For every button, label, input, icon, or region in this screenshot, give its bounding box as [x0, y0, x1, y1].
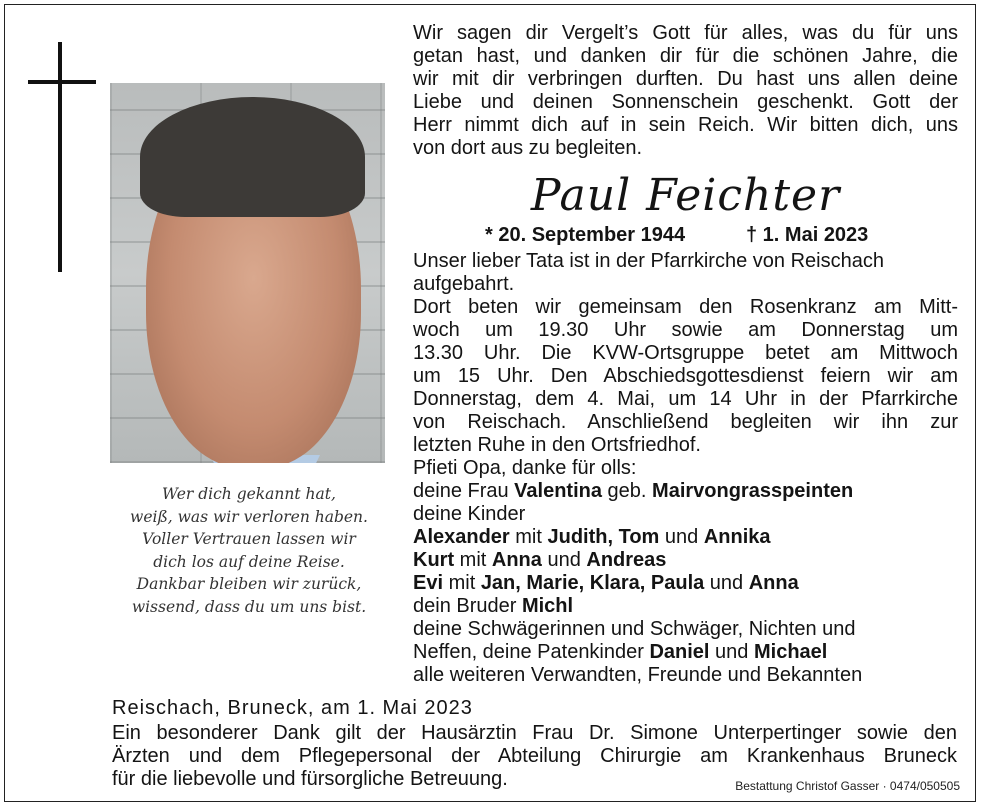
family-children-label: deine Kinder	[413, 503, 526, 525]
family-inlaws-line: deine Schwägerinnen und Schwäger, Nichten und	[413, 618, 856, 640]
deceased-name: Paul Feichter	[530, 170, 841, 221]
verse-line: Dankbar bleiben wir zurück,	[136, 575, 362, 593]
family-child-line	[413, 526, 958, 549]
birth-date: * 20. September 1944	[485, 224, 686, 246]
grandchild-names: Annika	[703, 526, 771, 548]
text-fragment: mit	[443, 572, 481, 594]
verse-line: weiß, was wir verloren haben.	[130, 507, 368, 526]
thanks-line: Ein besonderer Dank gilt der Hausärztin Frau Dr. Simone Unterpertinger sowie den	[112, 722, 957, 744]
child-name: Evi	[413, 572, 444, 594]
intro-line: von dort aus zu begleiten.	[413, 137, 643, 159]
family-child-line	[413, 572, 958, 595]
text-fragment: geb.	[601, 480, 653, 502]
death-date: † 1. Mai 2023	[746, 224, 869, 246]
thanks-line: Ärzten und dem Pflegepersonal der Abteilung Chirurgie am Krankenhaus Bruneck	[112, 745, 957, 767]
text-fragment: und	[659, 526, 704, 548]
portrait-photo	[110, 83, 385, 463]
intro-line: Wir sagen dir Vergelt’s Gott für alles, was du für uns	[413, 22, 958, 44]
notice-line: 13.30 Uhr. Die KVW-Ortsgruppe betet am Mittwoch	[413, 342, 958, 364]
intro-line: Herr nimmt dich auf in sein Reich. Wir bitten dich, uns	[413, 114, 958, 136]
notice-line: von Reischach. Anschließend begleiten wir ihn zur	[413, 411, 958, 433]
wife-name: Valentina	[514, 480, 602, 502]
notice-line: Unser lieber Tata ist in der Pfarrkirche von Reischach	[413, 250, 884, 272]
family-others-line: alle weiteren Verwandten, Freunde und Bekannten	[413, 664, 863, 686]
family-godchildren-line	[413, 641, 958, 664]
text-fragment: und	[709, 641, 754, 663]
thanks-line: für die liebevolle und fürsorgliche Betreuung.	[112, 768, 508, 790]
notice-body	[413, 250, 958, 687]
family-wife-line	[413, 480, 958, 503]
text-fragment: Neffen, deine Patenkinder	[413, 641, 650, 663]
notice-line: Donnerstag, dem 4. Mai, um 14 Uhr in der Pfarrkirche	[413, 388, 958, 410]
grandchild-names: Anna	[491, 549, 542, 571]
notice-line: um 15 Uhr. Den Abschiedsgottesdienst feiern wir am	[413, 365, 958, 387]
cross-icon	[58, 42, 62, 272]
cross-icon-bar	[28, 80, 96, 84]
child-name: Alexander	[413, 526, 510, 548]
text-fragment: und	[541, 549, 587, 571]
wife-maiden-name: Mairvongrasspeinten	[652, 480, 854, 502]
child-name: Kurt	[413, 549, 455, 571]
notice-line: Dort beten wir gemeinsam den Rosenkranz am Mitt-	[413, 296, 958, 318]
notice-line: woch um 19.30 Uhr sowie am Donnerstag um	[413, 319, 958, 341]
notice-line: aufgebahrt.	[413, 273, 515, 295]
intro-line: getan hast, und danken dir für die schönen Jahre, die	[413, 45, 958, 67]
text-fragment: mit	[454, 549, 492, 571]
verse-line: Voller Vertrauen lassen wir	[142, 530, 356, 548]
grandchild-names: Jan, Marie, Klara, Paula	[480, 572, 705, 594]
text-fragment: und	[704, 572, 749, 594]
godchild-name: Michael	[753, 641, 828, 663]
brother-name: Michl	[521, 595, 574, 617]
memorial-verse	[118, 483, 380, 618]
intro-line: Liebe und deinen Sonnenschein geschenkt. Gott der	[413, 91, 958, 113]
hair-shape	[140, 97, 365, 217]
verse-line: dich los auf deine Reise.	[153, 552, 345, 571]
text-fragment: deine Frau	[413, 480, 515, 502]
verse-line: Wer dich gekannt hat,	[162, 485, 336, 503]
text-fragment: dein Bruder	[413, 595, 522, 617]
godchild-name: Daniel	[649, 641, 710, 663]
funeral-home-credit: Bestattung Christof Gasser · 0474/050505	[735, 779, 960, 793]
intro-line: wir mit dir verbringen durften. Du hast uns allen deine	[413, 68, 958, 90]
grandchild-names: Judith, Tom	[547, 526, 660, 548]
family-brother-line	[413, 595, 958, 618]
intro-paragraph	[413, 22, 958, 160]
place-date: Reischach, Bruneck, am 1. Mai 2023	[112, 697, 473, 719]
grandchild-names: Andreas	[586, 549, 667, 571]
grandchild-names: Anna	[748, 572, 799, 594]
text-fragment: mit	[509, 526, 548, 548]
notice-line: letzten Ruhe in den Ortsfriedhof.	[413, 434, 701, 456]
family-opa-line: Pfieti Opa, danke für olls:	[413, 457, 637, 479]
family-child-line	[413, 549, 958, 572]
verse-line: wissend, dass du um uns bist.	[131, 597, 367, 616]
